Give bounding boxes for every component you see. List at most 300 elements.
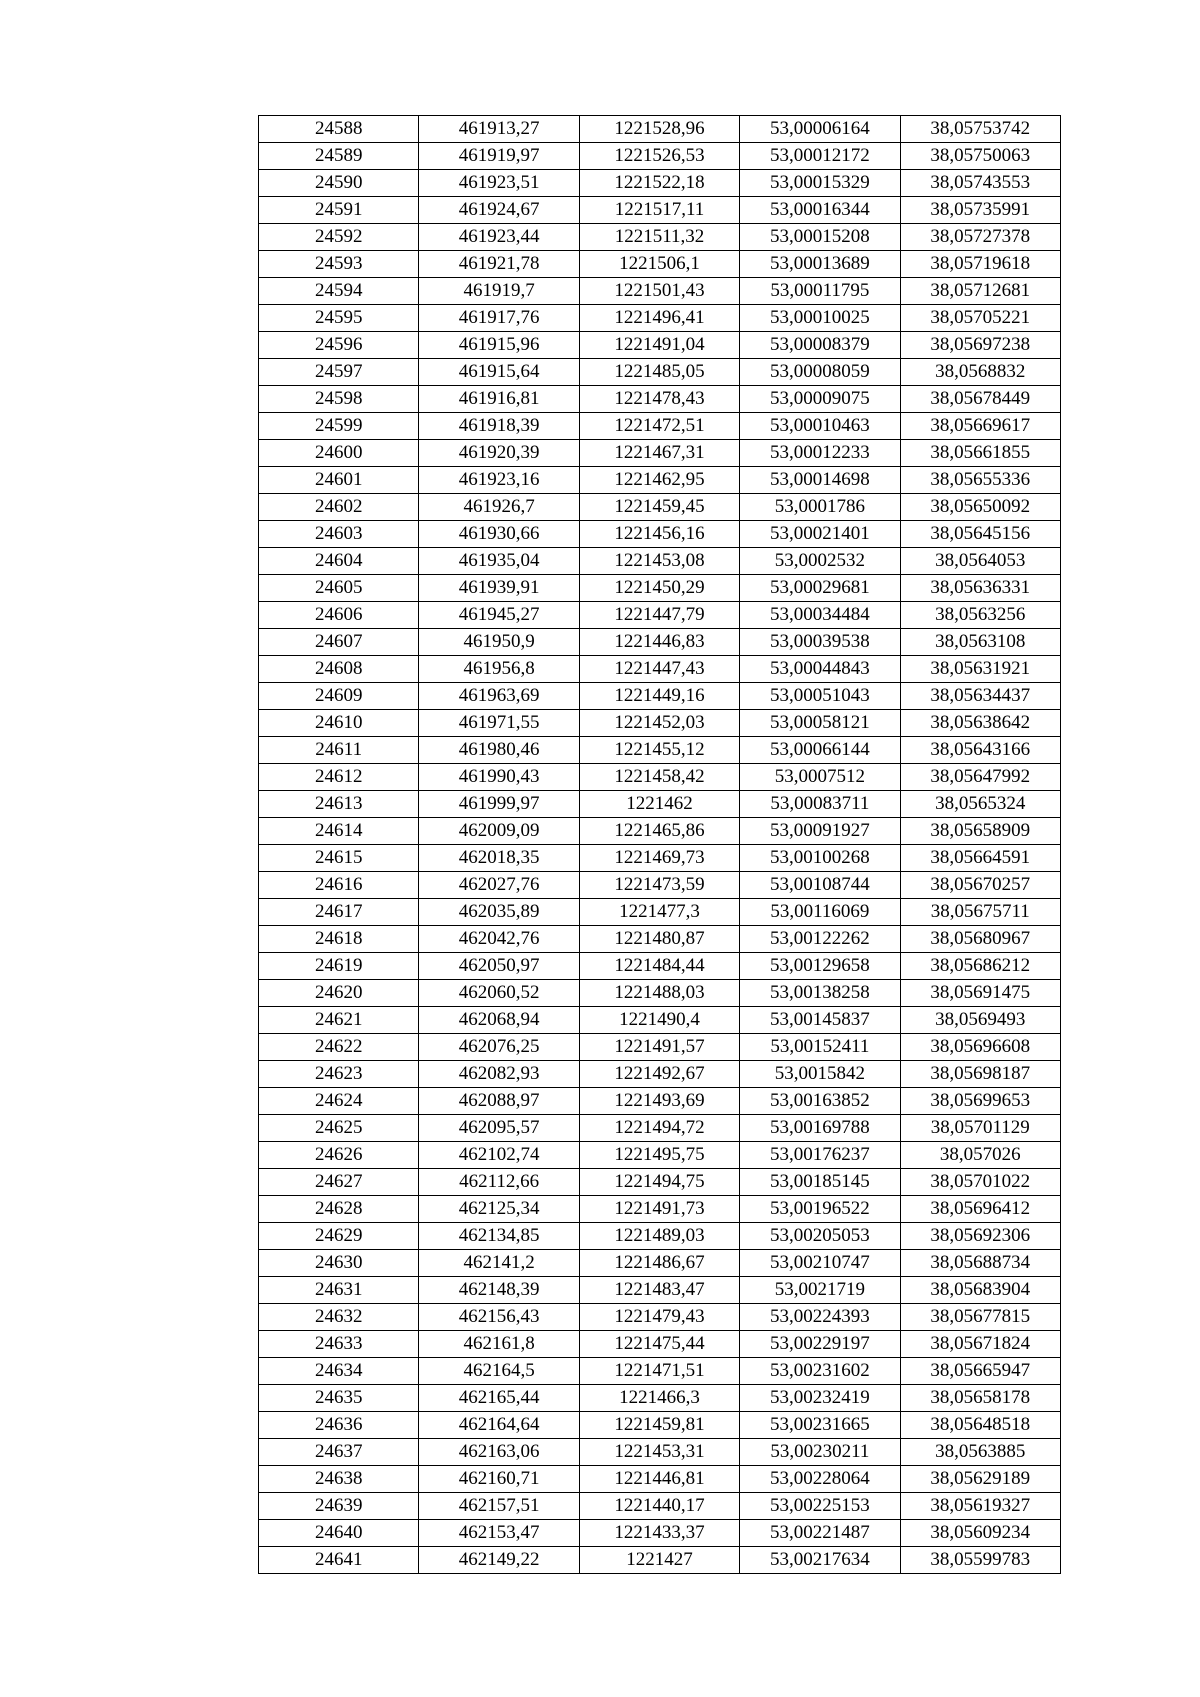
point-number-cell: 24626 (259, 1142, 419, 1169)
x-coordinate-cell: 462125,34 (419, 1196, 579, 1223)
table-row (259, 332, 1061, 359)
point-number-cell: 24603 (259, 521, 419, 548)
table-row (259, 818, 1061, 845)
latitude-cell: 53,00012233 (740, 440, 900, 467)
x-coordinate-cell: 462027,76 (419, 872, 579, 899)
x-coordinate-cell: 462163,06 (419, 1439, 579, 1466)
longitude-cell: 38,05753742 (900, 116, 1060, 143)
x-coordinate-cell: 462102,74 (419, 1142, 579, 1169)
longitude-cell: 38,0564053 (900, 548, 1060, 575)
table-row (259, 737, 1061, 764)
latitude-cell: 53,00229197 (740, 1331, 900, 1358)
latitude-cell: 53,00012172 (740, 143, 900, 170)
latitude-cell: 53,00231602 (740, 1358, 900, 1385)
point-number-cell: 24630 (259, 1250, 419, 1277)
table-row (259, 953, 1061, 980)
table-row (259, 467, 1061, 494)
table-row (259, 683, 1061, 710)
latitude-cell: 53,00196522 (740, 1196, 900, 1223)
table-row (259, 548, 1061, 575)
point-number-cell: 24608 (259, 656, 419, 683)
latitude-cell: 53,00029681 (740, 575, 900, 602)
latitude-cell: 53,00185145 (740, 1169, 900, 1196)
table-row (259, 251, 1061, 278)
table-row (259, 629, 1061, 656)
x-coordinate-cell: 462164,5 (419, 1358, 579, 1385)
y-coordinate-cell: 1221488,03 (579, 980, 739, 1007)
y-coordinate-cell: 1221433,37 (579, 1520, 739, 1547)
longitude-cell: 38,05619327 (900, 1493, 1060, 1520)
y-coordinate-cell: 1221455,12 (579, 737, 739, 764)
longitude-cell: 38,05696608 (900, 1034, 1060, 1061)
latitude-cell: 53,00145837 (740, 1007, 900, 1034)
point-number-cell: 24592 (259, 224, 419, 251)
table-row (259, 143, 1061, 170)
table-row (259, 1061, 1061, 1088)
y-coordinate-cell: 1221452,03 (579, 710, 739, 737)
latitude-cell: 53,00100268 (740, 845, 900, 872)
table-row (259, 359, 1061, 386)
x-coordinate-cell: 461950,9 (419, 629, 579, 656)
x-coordinate-cell: 462149,22 (419, 1547, 579, 1574)
y-coordinate-cell: 1221486,67 (579, 1250, 739, 1277)
point-number-cell: 24623 (259, 1061, 419, 1088)
point-number-cell: 24628 (259, 1196, 419, 1223)
point-number-cell: 24599 (259, 413, 419, 440)
y-coordinate-cell: 1221458,42 (579, 764, 739, 791)
latitude-cell: 53,00176237 (740, 1142, 900, 1169)
longitude-cell: 38,05743553 (900, 170, 1060, 197)
y-coordinate-cell: 1221449,16 (579, 683, 739, 710)
longitude-cell: 38,05680967 (900, 926, 1060, 953)
table-row (259, 710, 1061, 737)
point-number-cell: 24597 (259, 359, 419, 386)
x-coordinate-cell: 462088,97 (419, 1088, 579, 1115)
latitude-cell: 53,00205053 (740, 1223, 900, 1250)
latitude-cell: 53,00224393 (740, 1304, 900, 1331)
longitude-cell: 38,0569493 (900, 1007, 1060, 1034)
x-coordinate-cell: 462095,57 (419, 1115, 579, 1142)
latitude-cell: 53,00217634 (740, 1547, 900, 1574)
x-coordinate-cell: 461963,69 (419, 683, 579, 710)
y-coordinate-cell: 1221493,69 (579, 1088, 739, 1115)
x-coordinate-cell: 461926,7 (419, 494, 579, 521)
table-row (259, 1385, 1061, 1412)
longitude-cell: 38,05677815 (900, 1304, 1060, 1331)
table-row (259, 980, 1061, 1007)
point-number-cell: 24640 (259, 1520, 419, 1547)
y-coordinate-cell: 1221478,43 (579, 386, 739, 413)
x-coordinate-cell: 461956,8 (419, 656, 579, 683)
point-number-cell: 24591 (259, 197, 419, 224)
latitude-cell: 53,00044843 (740, 656, 900, 683)
x-coordinate-cell: 461921,78 (419, 251, 579, 278)
longitude-cell: 38,05701022 (900, 1169, 1060, 1196)
y-coordinate-cell: 1221526,53 (579, 143, 739, 170)
longitude-cell: 38,05691475 (900, 980, 1060, 1007)
longitude-cell: 38,05655336 (900, 467, 1060, 494)
y-coordinate-cell: 1221517,11 (579, 197, 739, 224)
table-row (259, 575, 1061, 602)
longitude-cell: 38,05678449 (900, 386, 1060, 413)
x-coordinate-cell: 461945,27 (419, 602, 579, 629)
y-coordinate-cell: 1221483,47 (579, 1277, 739, 1304)
point-number-cell: 24600 (259, 440, 419, 467)
x-coordinate-cell: 462141,2 (419, 1250, 579, 1277)
table-row (259, 899, 1061, 926)
x-coordinate-cell: 462009,09 (419, 818, 579, 845)
y-coordinate-cell: 1221459,45 (579, 494, 739, 521)
point-number-cell: 24602 (259, 494, 419, 521)
latitude-cell: 53,00231665 (740, 1412, 900, 1439)
y-coordinate-cell: 1221469,73 (579, 845, 739, 872)
x-coordinate-cell: 461919,7 (419, 278, 579, 305)
longitude-cell: 38,05697238 (900, 332, 1060, 359)
longitude-cell: 38,05683904 (900, 1277, 1060, 1304)
x-coordinate-cell: 462112,66 (419, 1169, 579, 1196)
longitude-cell: 38,05699653 (900, 1088, 1060, 1115)
y-coordinate-cell: 1221447,43 (579, 656, 739, 683)
latitude-cell: 53,00225153 (740, 1493, 900, 1520)
table-row (259, 1250, 1061, 1277)
table-row (259, 413, 1061, 440)
table-row (259, 1412, 1061, 1439)
y-coordinate-cell: 1221484,44 (579, 953, 739, 980)
longitude-cell: 38,05675711 (900, 899, 1060, 926)
x-coordinate-cell: 461915,96 (419, 332, 579, 359)
latitude-cell: 53,00108744 (740, 872, 900, 899)
x-coordinate-cell: 461935,04 (419, 548, 579, 575)
longitude-cell: 38,0563885 (900, 1439, 1060, 1466)
y-coordinate-cell: 1221485,05 (579, 359, 739, 386)
point-number-cell: 24637 (259, 1439, 419, 1466)
table-row (259, 602, 1061, 629)
longitude-cell: 38,05701129 (900, 1115, 1060, 1142)
y-coordinate-cell: 1221479,43 (579, 1304, 739, 1331)
latitude-cell: 53,0002532 (740, 548, 900, 575)
longitude-cell: 38,0565324 (900, 791, 1060, 818)
longitude-cell: 38,05658909 (900, 818, 1060, 845)
y-coordinate-cell: 1221522,18 (579, 170, 739, 197)
point-number-cell: 24605 (259, 575, 419, 602)
point-number-cell: 24615 (259, 845, 419, 872)
y-coordinate-cell: 1221453,08 (579, 548, 739, 575)
table-row (259, 1223, 1061, 1250)
y-coordinate-cell: 1221462,95 (579, 467, 739, 494)
point-number-cell: 24613 (259, 791, 419, 818)
longitude-cell: 38,0568832 (900, 359, 1060, 386)
latitude-cell: 53,00083711 (740, 791, 900, 818)
longitude-cell: 38,05719618 (900, 251, 1060, 278)
latitude-cell: 53,00058121 (740, 710, 900, 737)
latitude-cell: 53,00129658 (740, 953, 900, 980)
latitude-cell: 53,00006164 (740, 116, 900, 143)
table-row (259, 305, 1061, 332)
y-coordinate-cell: 1221495,75 (579, 1142, 739, 1169)
latitude-cell: 53,0007512 (740, 764, 900, 791)
latitude-cell: 53,0001786 (740, 494, 900, 521)
longitude-cell: 38,05665947 (900, 1358, 1060, 1385)
coordinates-table (258, 115, 1061, 1574)
x-coordinate-cell: 461990,43 (419, 764, 579, 791)
x-coordinate-cell: 461971,55 (419, 710, 579, 737)
y-coordinate-cell: 1221490,4 (579, 1007, 739, 1034)
y-coordinate-cell: 1221528,96 (579, 116, 739, 143)
point-number-cell: 24607 (259, 629, 419, 656)
x-coordinate-cell: 461913,27 (419, 116, 579, 143)
point-number-cell: 24627 (259, 1169, 419, 1196)
y-coordinate-cell: 1221456,16 (579, 521, 739, 548)
longitude-cell: 38,05634437 (900, 683, 1060, 710)
latitude-cell: 53,00014698 (740, 467, 900, 494)
latitude-cell: 53,00116069 (740, 899, 900, 926)
y-coordinate-cell: 1221494,72 (579, 1115, 739, 1142)
x-coordinate-cell: 462160,71 (419, 1466, 579, 1493)
point-number-cell: 24588 (259, 116, 419, 143)
x-coordinate-cell: 462156,43 (419, 1304, 579, 1331)
point-number-cell: 24625 (259, 1115, 419, 1142)
table-row (259, 764, 1061, 791)
y-coordinate-cell: 1221494,75 (579, 1169, 739, 1196)
latitude-cell: 53,00009075 (740, 386, 900, 413)
longitude-cell: 38,05647992 (900, 764, 1060, 791)
table-row (259, 1142, 1061, 1169)
latitude-cell: 53,00034484 (740, 602, 900, 629)
x-coordinate-cell: 461939,91 (419, 575, 579, 602)
y-coordinate-cell: 1221480,87 (579, 926, 739, 953)
y-coordinate-cell: 1221491,73 (579, 1196, 739, 1223)
point-number-cell: 24606 (259, 602, 419, 629)
x-coordinate-cell: 461920,39 (419, 440, 579, 467)
longitude-cell: 38,05638642 (900, 710, 1060, 737)
point-number-cell: 24595 (259, 305, 419, 332)
coordinates-table-body (259, 116, 1061, 1574)
latitude-cell: 53,0021719 (740, 1277, 900, 1304)
table-row (259, 170, 1061, 197)
y-coordinate-cell: 1221446,81 (579, 1466, 739, 1493)
longitude-cell: 38,05670257 (900, 872, 1060, 899)
latitude-cell: 53,00010025 (740, 305, 900, 332)
point-number-cell: 24631 (259, 1277, 419, 1304)
table-row (259, 845, 1061, 872)
y-coordinate-cell: 1221450,29 (579, 575, 739, 602)
point-number-cell: 24609 (259, 683, 419, 710)
x-coordinate-cell: 462161,8 (419, 1331, 579, 1358)
point-number-cell: 24624 (259, 1088, 419, 1115)
point-number-cell: 24590 (259, 170, 419, 197)
longitude-cell: 38,05669617 (900, 413, 1060, 440)
point-number-cell: 24604 (259, 548, 419, 575)
latitude-cell: 53,00039538 (740, 629, 900, 656)
x-coordinate-cell: 462134,85 (419, 1223, 579, 1250)
latitude-cell: 53,00066144 (740, 737, 900, 764)
y-coordinate-cell: 1221477,3 (579, 899, 739, 926)
longitude-cell: 38,05631921 (900, 656, 1060, 683)
x-coordinate-cell: 461916,81 (419, 386, 579, 413)
latitude-cell: 53,00228064 (740, 1466, 900, 1493)
point-number-cell: 24620 (259, 980, 419, 1007)
y-coordinate-cell: 1221440,17 (579, 1493, 739, 1520)
y-coordinate-cell: 1221471,51 (579, 1358, 739, 1385)
point-number-cell: 24639 (259, 1493, 419, 1520)
table-row (259, 1115, 1061, 1142)
latitude-cell: 53,0015842 (740, 1061, 900, 1088)
x-coordinate-cell: 461923,44 (419, 224, 579, 251)
x-coordinate-cell: 462165,44 (419, 1385, 579, 1412)
x-coordinate-cell: 462164,64 (419, 1412, 579, 1439)
latitude-cell: 53,00015329 (740, 170, 900, 197)
point-number-cell: 24594 (259, 278, 419, 305)
latitude-cell: 53,00163852 (740, 1088, 900, 1115)
longitude-cell: 38,05658178 (900, 1385, 1060, 1412)
longitude-cell: 38,05645156 (900, 521, 1060, 548)
point-number-cell: 24622 (259, 1034, 419, 1061)
latitude-cell: 53,00230211 (740, 1439, 900, 1466)
longitude-cell: 38,05712681 (900, 278, 1060, 305)
y-coordinate-cell: 1221447,79 (579, 602, 739, 629)
longitude-cell: 38,0563256 (900, 602, 1060, 629)
table-row (259, 1169, 1061, 1196)
latitude-cell: 53,00232419 (740, 1385, 900, 1412)
point-number-cell: 24621 (259, 1007, 419, 1034)
x-coordinate-cell: 461999,97 (419, 791, 579, 818)
x-coordinate-cell: 462157,51 (419, 1493, 579, 1520)
table-row (259, 386, 1061, 413)
point-number-cell: 24610 (259, 710, 419, 737)
point-number-cell: 24612 (259, 764, 419, 791)
latitude-cell: 53,00015208 (740, 224, 900, 251)
y-coordinate-cell: 1221427 (579, 1547, 739, 1574)
table-row (259, 1466, 1061, 1493)
point-number-cell: 24635 (259, 1385, 419, 1412)
table-row (259, 1007, 1061, 1034)
x-coordinate-cell: 462082,93 (419, 1061, 579, 1088)
x-coordinate-cell: 462042,76 (419, 926, 579, 953)
table-row (259, 278, 1061, 305)
table-row (259, 1547, 1061, 1574)
y-coordinate-cell: 1221459,81 (579, 1412, 739, 1439)
x-coordinate-cell: 461930,66 (419, 521, 579, 548)
x-coordinate-cell: 461919,97 (419, 143, 579, 170)
y-coordinate-cell: 1221511,32 (579, 224, 739, 251)
longitude-cell: 38,05750063 (900, 143, 1060, 170)
latitude-cell: 53,00008379 (740, 332, 900, 359)
x-coordinate-cell: 461980,46 (419, 737, 579, 764)
latitude-cell: 53,00122262 (740, 926, 900, 953)
point-number-cell: 24611 (259, 737, 419, 764)
y-coordinate-cell: 1221467,31 (579, 440, 739, 467)
longitude-cell: 38,057026 (900, 1142, 1060, 1169)
longitude-cell: 38,05735991 (900, 197, 1060, 224)
table-row (259, 1088, 1061, 1115)
longitude-cell: 38,05629189 (900, 1466, 1060, 1493)
y-coordinate-cell: 1221462 (579, 791, 739, 818)
y-coordinate-cell: 1221501,43 (579, 278, 739, 305)
y-coordinate-cell: 1221473,59 (579, 872, 739, 899)
longitude-cell: 38,0563108 (900, 629, 1060, 656)
y-coordinate-cell: 1221491,04 (579, 332, 739, 359)
latitude-cell: 53,00010463 (740, 413, 900, 440)
x-coordinate-cell: 462076,25 (419, 1034, 579, 1061)
latitude-cell: 53,00152411 (740, 1034, 900, 1061)
x-coordinate-cell: 461918,39 (419, 413, 579, 440)
x-coordinate-cell: 461923,51 (419, 170, 579, 197)
latitude-cell: 53,00011795 (740, 278, 900, 305)
point-number-cell: 24634 (259, 1358, 419, 1385)
table-row (259, 1493, 1061, 1520)
y-coordinate-cell: 1221506,1 (579, 251, 739, 278)
x-coordinate-cell: 462018,35 (419, 845, 579, 872)
table-row (259, 872, 1061, 899)
table-row (259, 197, 1061, 224)
latitude-cell: 53,00221487 (740, 1520, 900, 1547)
y-coordinate-cell: 1221466,3 (579, 1385, 739, 1412)
longitude-cell: 38,05671824 (900, 1331, 1060, 1358)
point-number-cell: 24618 (259, 926, 419, 953)
table-row (259, 494, 1061, 521)
latitude-cell: 53,00210747 (740, 1250, 900, 1277)
table-row (259, 116, 1061, 143)
longitude-cell: 38,05661855 (900, 440, 1060, 467)
y-coordinate-cell: 1221453,31 (579, 1439, 739, 1466)
x-coordinate-cell: 462153,47 (419, 1520, 579, 1547)
y-coordinate-cell: 1221496,41 (579, 305, 739, 332)
point-number-cell: 24632 (259, 1304, 419, 1331)
point-number-cell: 24636 (259, 1412, 419, 1439)
point-number-cell: 24614 (259, 818, 419, 845)
latitude-cell: 53,00051043 (740, 683, 900, 710)
table-row (259, 1331, 1061, 1358)
x-coordinate-cell: 462068,94 (419, 1007, 579, 1034)
table-row (259, 1520, 1061, 1547)
table-row (259, 656, 1061, 683)
y-coordinate-cell: 1221475,44 (579, 1331, 739, 1358)
point-number-cell: 24629 (259, 1223, 419, 1250)
table-row (259, 224, 1061, 251)
point-number-cell: 24601 (259, 467, 419, 494)
table-row (259, 1304, 1061, 1331)
longitude-cell: 38,05692306 (900, 1223, 1060, 1250)
table-row (259, 440, 1061, 467)
y-coordinate-cell: 1221472,51 (579, 413, 739, 440)
longitude-cell: 38,05664591 (900, 845, 1060, 872)
point-number-cell: 24619 (259, 953, 419, 980)
table-row (259, 791, 1061, 818)
table-row (259, 1439, 1061, 1466)
table-row (259, 1196, 1061, 1223)
longitude-cell: 38,05599783 (900, 1547, 1060, 1574)
x-coordinate-cell: 462060,52 (419, 980, 579, 1007)
latitude-cell: 53,00091927 (740, 818, 900, 845)
table-row (259, 1277, 1061, 1304)
x-coordinate-cell: 461915,64 (419, 359, 579, 386)
point-number-cell: 24598 (259, 386, 419, 413)
latitude-cell: 53,00013689 (740, 251, 900, 278)
table-row (259, 926, 1061, 953)
longitude-cell: 38,05727378 (900, 224, 1060, 251)
table-row (259, 1034, 1061, 1061)
latitude-cell: 53,00016344 (740, 197, 900, 224)
longitude-cell: 38,05705221 (900, 305, 1060, 332)
x-coordinate-cell: 461917,76 (419, 305, 579, 332)
point-number-cell: 24633 (259, 1331, 419, 1358)
x-coordinate-cell: 462050,97 (419, 953, 579, 980)
table-row (259, 521, 1061, 548)
longitude-cell: 38,05650092 (900, 494, 1060, 521)
longitude-cell: 38,05636331 (900, 575, 1060, 602)
latitude-cell: 53,00169788 (740, 1115, 900, 1142)
longitude-cell: 38,05696412 (900, 1196, 1060, 1223)
